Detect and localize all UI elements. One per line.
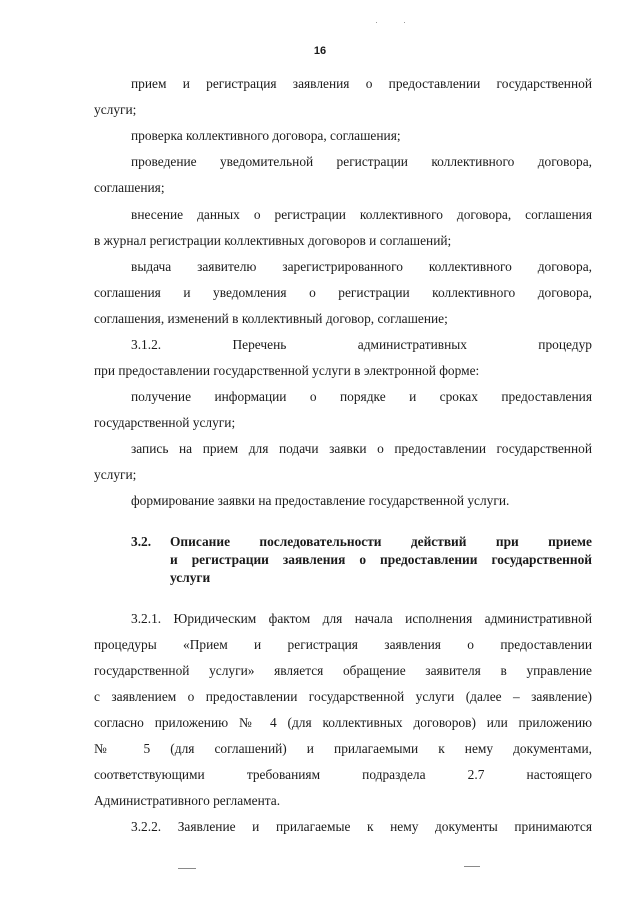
list-item-line: формирование заявки на предоставление государственной услуги. bbox=[131, 493, 510, 508]
clause-line: соответствующими требованиям подраздела 2.7 настоящего bbox=[94, 767, 592, 782]
clause-line: с заявлением о предоставлении государственной услуги (далее – заявление) bbox=[94, 689, 592, 704]
list-item-line: соглашения, изменений в коллективный договор, соглашение; bbox=[94, 311, 448, 326]
scan-speck bbox=[376, 22, 377, 23]
list-item-line: услуги; bbox=[94, 467, 137, 482]
scan-speck bbox=[464, 866, 480, 867]
list-item-line: соглашения; bbox=[94, 180, 165, 195]
clause-line: 3.2.2. Заявление и прилагаемые к нему документы принимаются bbox=[131, 819, 592, 834]
clause-line: 3.1.2. Перечень административных процедур bbox=[131, 337, 592, 352]
scan-speck bbox=[404, 22, 405, 23]
clause-line: при предоставлении государственной услуги в электронной форме: bbox=[94, 363, 480, 378]
section-heading-line: услуги bbox=[170, 570, 211, 585]
list-item-line: проведение уведомительной регистрации коллективного договора, bbox=[131, 154, 592, 169]
list-item-line: услуги; bbox=[94, 102, 137, 117]
clause-line: процедуры «Прием и регистрация заявления о предоставлении bbox=[94, 637, 592, 652]
list-item-line: внесение данных о регистрации коллективного договора, соглашения bbox=[131, 207, 592, 222]
list-item-line: проверка коллективного договора, соглашения; bbox=[131, 128, 401, 143]
clause-line: государственной услуги» является обращение заявителя в управление bbox=[94, 663, 592, 678]
section-number: 3.2. bbox=[131, 534, 152, 549]
list-item-line: соглашения и уведомления о регистрации коллективного договора, bbox=[94, 285, 592, 300]
list-item-line: в журнал регистрации коллективных договоров и соглашений; bbox=[94, 233, 452, 248]
clause-line: 3.2.1. Юридическим фактом для начала исполнения административной bbox=[131, 611, 592, 626]
list-item-line: выдача заявителю зарегистрированного коллективного договора, bbox=[131, 259, 592, 274]
clause-line: № 5 (для соглашений) и прилагаемыми к нему документами, bbox=[94, 741, 592, 756]
list-item-line: государственной услуги; bbox=[94, 415, 236, 430]
list-item-line: прием и регистрация заявления о предоставлении государственной bbox=[131, 76, 592, 91]
section-heading-line: и регистрации заявления о предоставлении государственной bbox=[170, 552, 592, 567]
list-item-line: запись на прием для подачи заявки о предоставлении государственной bbox=[131, 441, 592, 456]
section-heading-line: Описание последовательности действий при приеме bbox=[170, 534, 592, 549]
scan-speck bbox=[178, 868, 196, 869]
clause-line: Административного регламента. bbox=[94, 793, 281, 808]
page-number: 16 bbox=[313, 45, 327, 57]
clause-line: согласно приложению № 4 (для коллективных договоров) или приложению bbox=[94, 715, 592, 730]
list-item-line: получение информации о порядке и сроках предоставления bbox=[131, 389, 592, 404]
